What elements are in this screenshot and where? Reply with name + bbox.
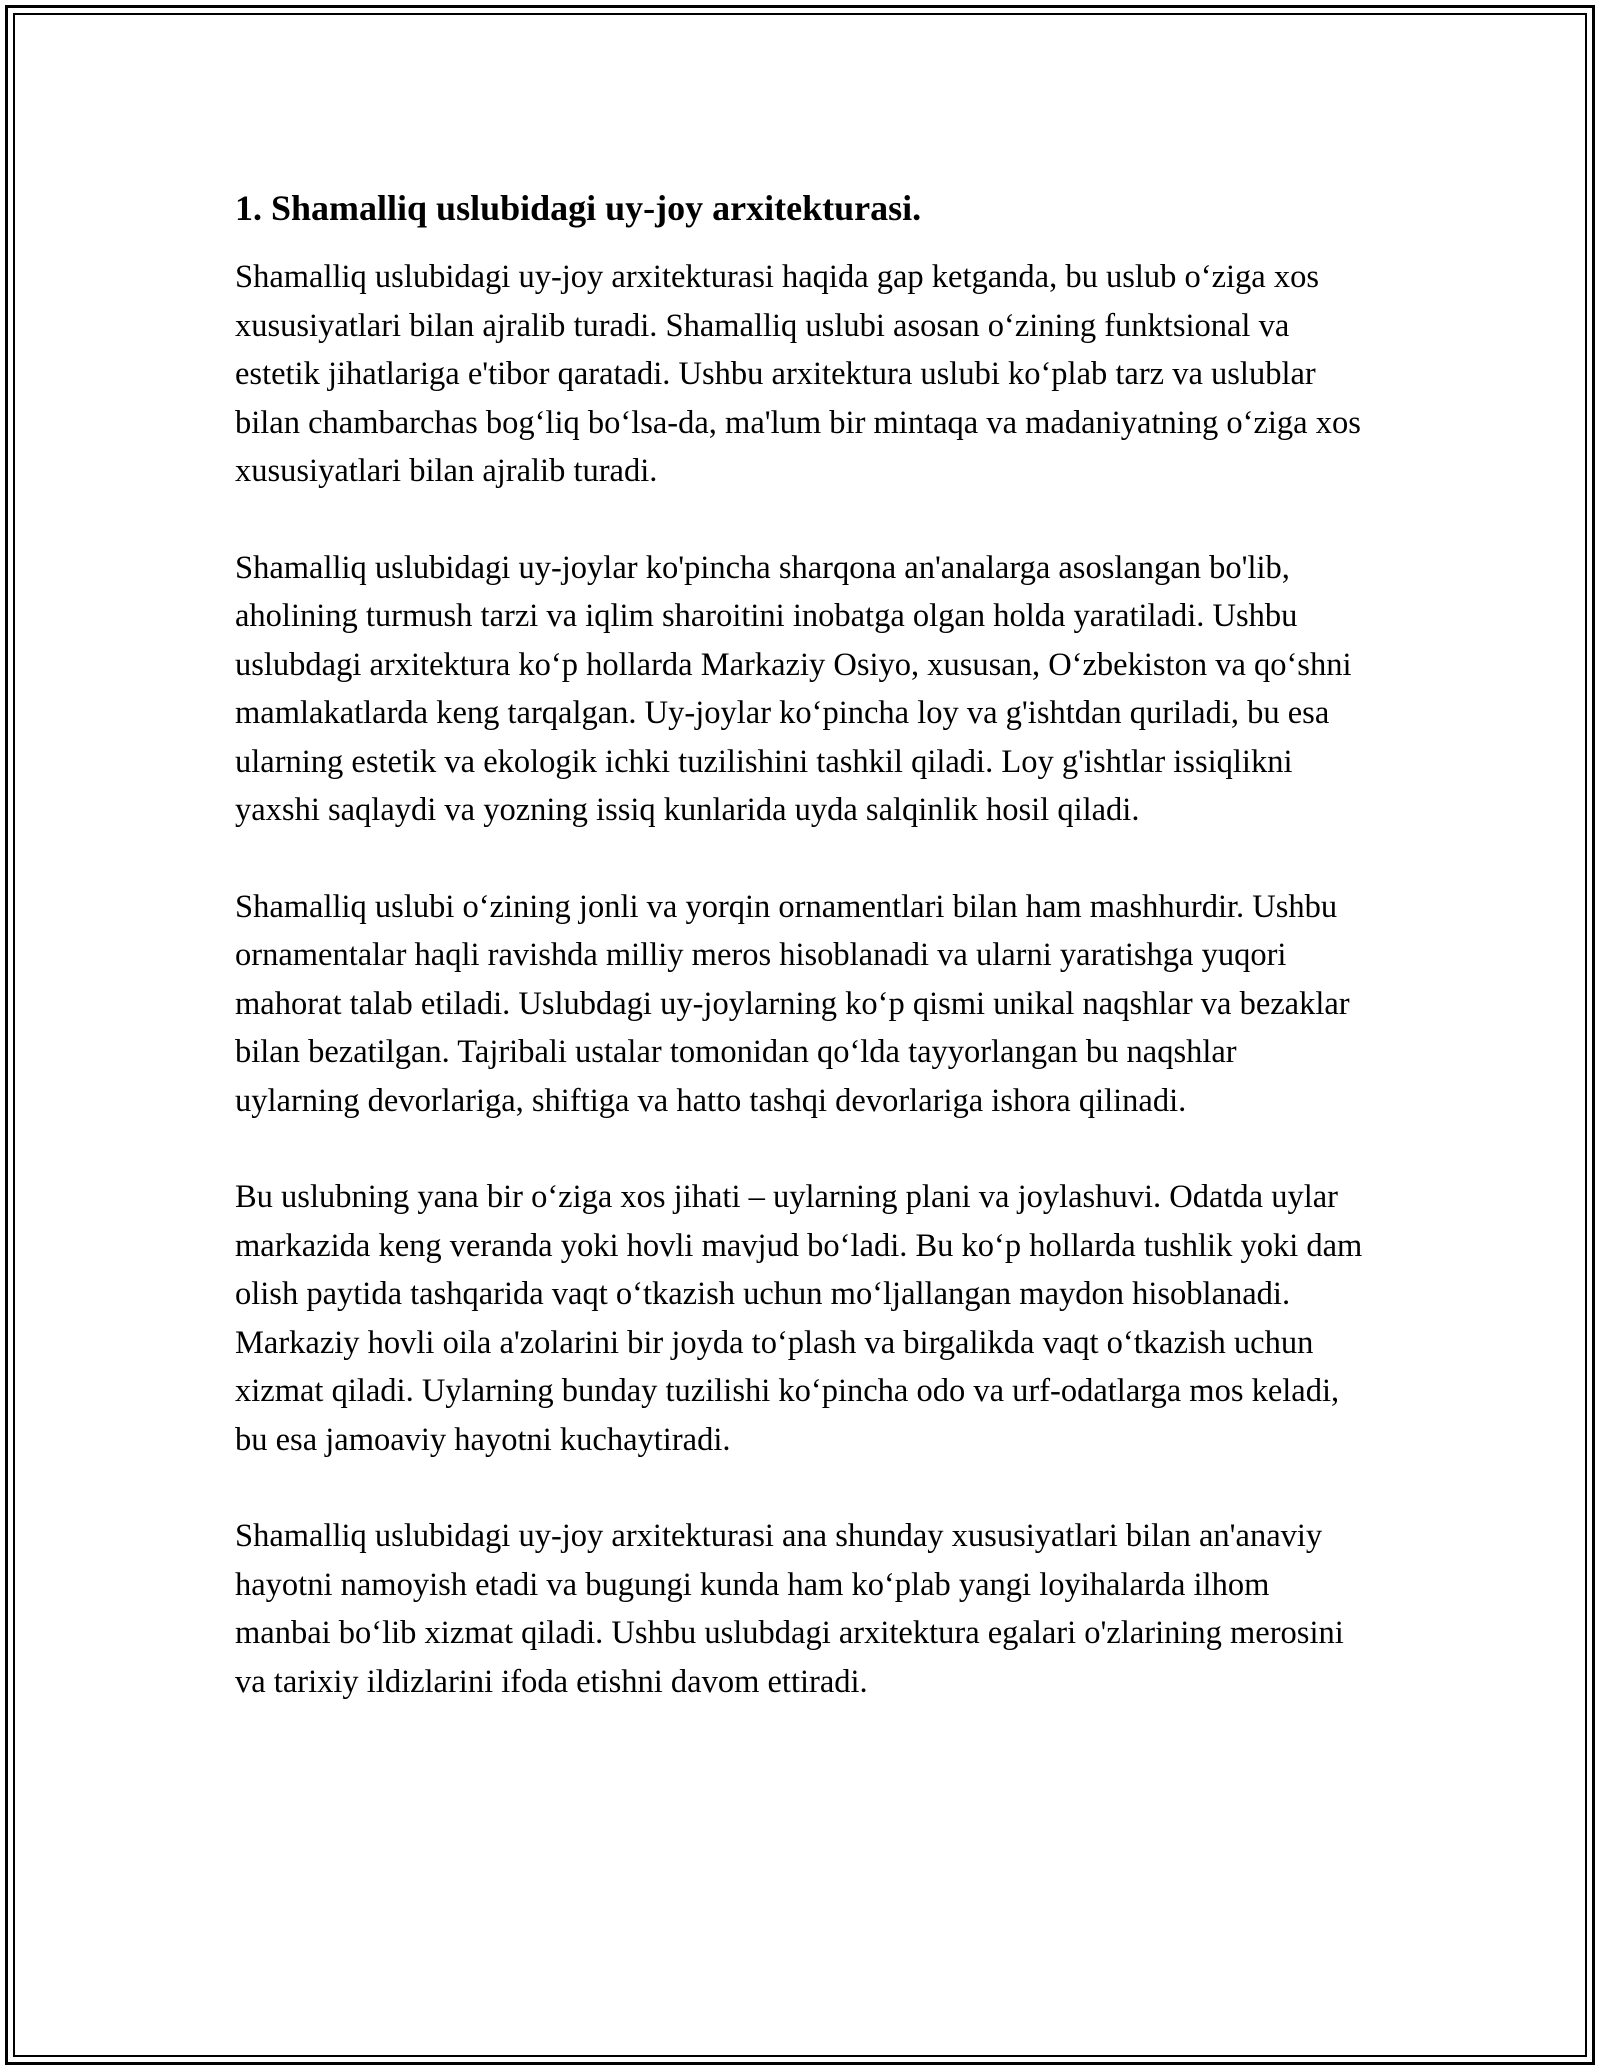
paragraph-4: Bu uslubning yana bir o‘ziga xos jihati – uylarning plani va joylashuvi. Odatda uylar markazida keng veranda yoki hovli mavjud bo‘ladi. Bu ko‘p hollarda tushlik yoki dam olish paytida tashqarida vaqt o‘tkazish uchun mo‘ljallangan maydon hisoblanadi. Markaziy hovli oila a'zolarini bir joyda to‘plash va birgalikda vaqt o‘tkazish uchun xizmat qiladi. Uylarning bunday tuzilishi ko‘pincha odo va urf-odatlarga mos keladi, bu esa jamoaviy hayotni kuchaytiradi.: [235, 1179, 1363, 1458]
section-heading: 1. Shamalliq uslubidagi uy-joy arxitekturasi.: [235, 188, 922, 228]
paragraph-5: Shamalliq uslubidagi uy-joy arxitekturasi ana shunday xususiyatlari bilan an'anaviy hayotni namoyish etadi va bugungi kunda ham ko‘plab yangi loyihalarda ilhom manbai bo‘lib xizmat qiladi. Ushbu uslubdagi arxitektura egalari o'zlarining merosini va tarixiy ildizlarini ifoda etishni davom ettiradi.: [235, 1518, 1344, 1700]
paragraph-1: Shamalliq uslubidagi uy-joy arxitekturasi haqida gap ketganda, bu uslub o‘ziga xos xususiyatlari bilan ajralib turadi. Shamalliq uslubi asosan o‘zining funktsional va estetik jihatlariga e'tibor qaratadi. Ushbu arxitektura uslubi ko‘plab tarz va uslublar bilan chambarchas bog‘liq bo‘lsa-da, ma'lum bir mintaqa va madaniyatning o‘ziga xos xususiyatlari bilan ajralib turadi.: [235, 259, 1361, 489]
paragraph-3: Shamalliq uslubi o‘zining jonli va yorqin ornamentlari bilan ham mashhurdir. Ushbu ornamentalar haqli ravishda milliy meros hisoblanadi va ularni yaratishga yuqori mahorat talab etiladi. Uslubdagi uy-joylarning ko‘p qismi unikal naqshlar va bezaklar bilan bezatilgan. Tajribali ustalar tomonidan qo‘lda tayyorlangan bu naqshlar uylarning devorlariga, shiftiga va hatto tashqi devorlariga ishora qilinadi.: [235, 888, 1350, 1119]
document-body: [235, 186, 1365, 1754]
paragraph-2: Shamalliq uslubidagi uy-joylar ko'pincha sharqona an'analarga asoslangan bo'lib, aholining turmush tarzi va iqlim sharoitini inobatga olgan holda yaratiladi. Ushbu uslubdagi arxitektura ko‘p hollarda Markaziy Osiyo, xususan, O‘zbekiston va qo‘shni mamlakatlarda keng tarqalgan. Uy-joylar ko‘pincha loy va g'ishtdan quriladi, bu esa ularning estetik va ekologik ichki tuzilishini tashkil qiladi. Loy g'ishtlar issiqlikni yaxshi saqlaydi va yozning issiq kunlarida uyda salqinlik hosil qiladi.: [235, 549, 1352, 828]
